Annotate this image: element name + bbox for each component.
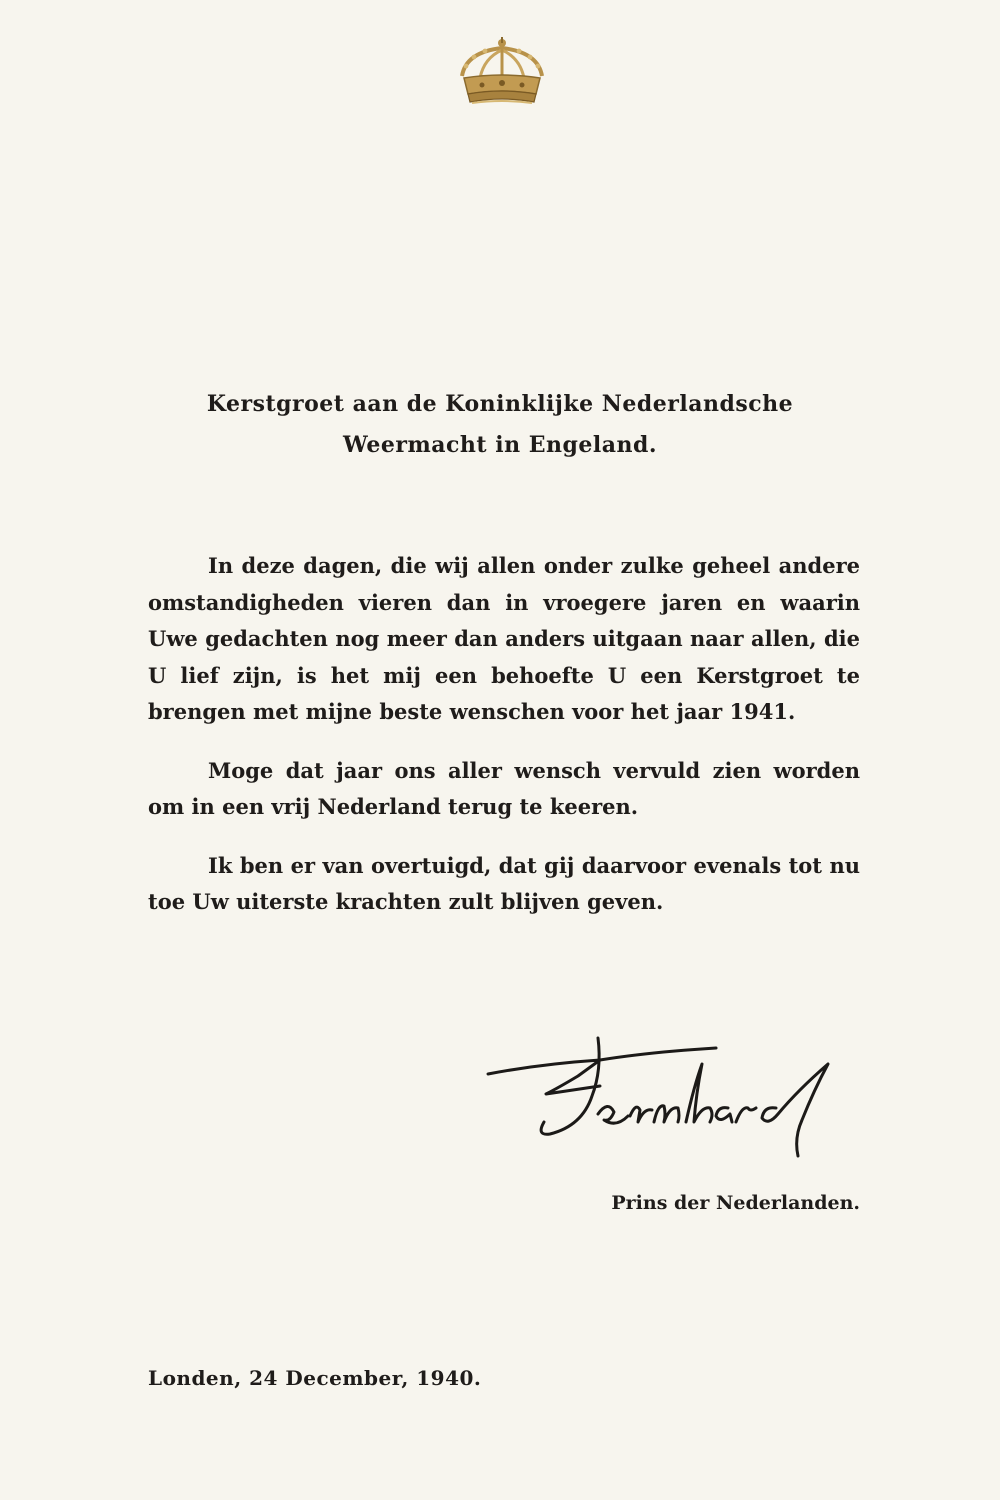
paragraph-2: Moge dat jaar ons aller wensch vervuld zien worden om in een vrij Nederland terug te keeren. [148,757,860,819]
letter-title [150,384,850,466]
handwritten-signature [480,1030,860,1180]
royal-crown-icon [452,36,552,108]
signer-title: Prins der Nederlanden. [611,1192,860,1214]
paragraph-3: Ik ben er van overtuigd, dat gij daarvoor evenals tot nu toe Uw uiterste krachten zult blijven geven. [148,852,860,914]
place-and-date: Londen, 24 December, 1940. [148,1366,482,1390]
letter-body [148,548,860,943]
title-line-1: Kerstgroet aan de Koninklijke Nederlandsche [206,391,794,417]
paragraph-1: In deze dagen, die wij allen onder zulke geheel andere omstandigheden vieren dan in vroegere jaren en waarin Uwe gedachten nog meer dan anders uitgaan naar allen, die U lief zijn, is het mij een behoefte U een Kerstgroet te brengen met mijne beste wenschen voor het jaar 1941. [148,553,860,724]
title-line-2: Weermacht in Engeland. [342,432,658,458]
